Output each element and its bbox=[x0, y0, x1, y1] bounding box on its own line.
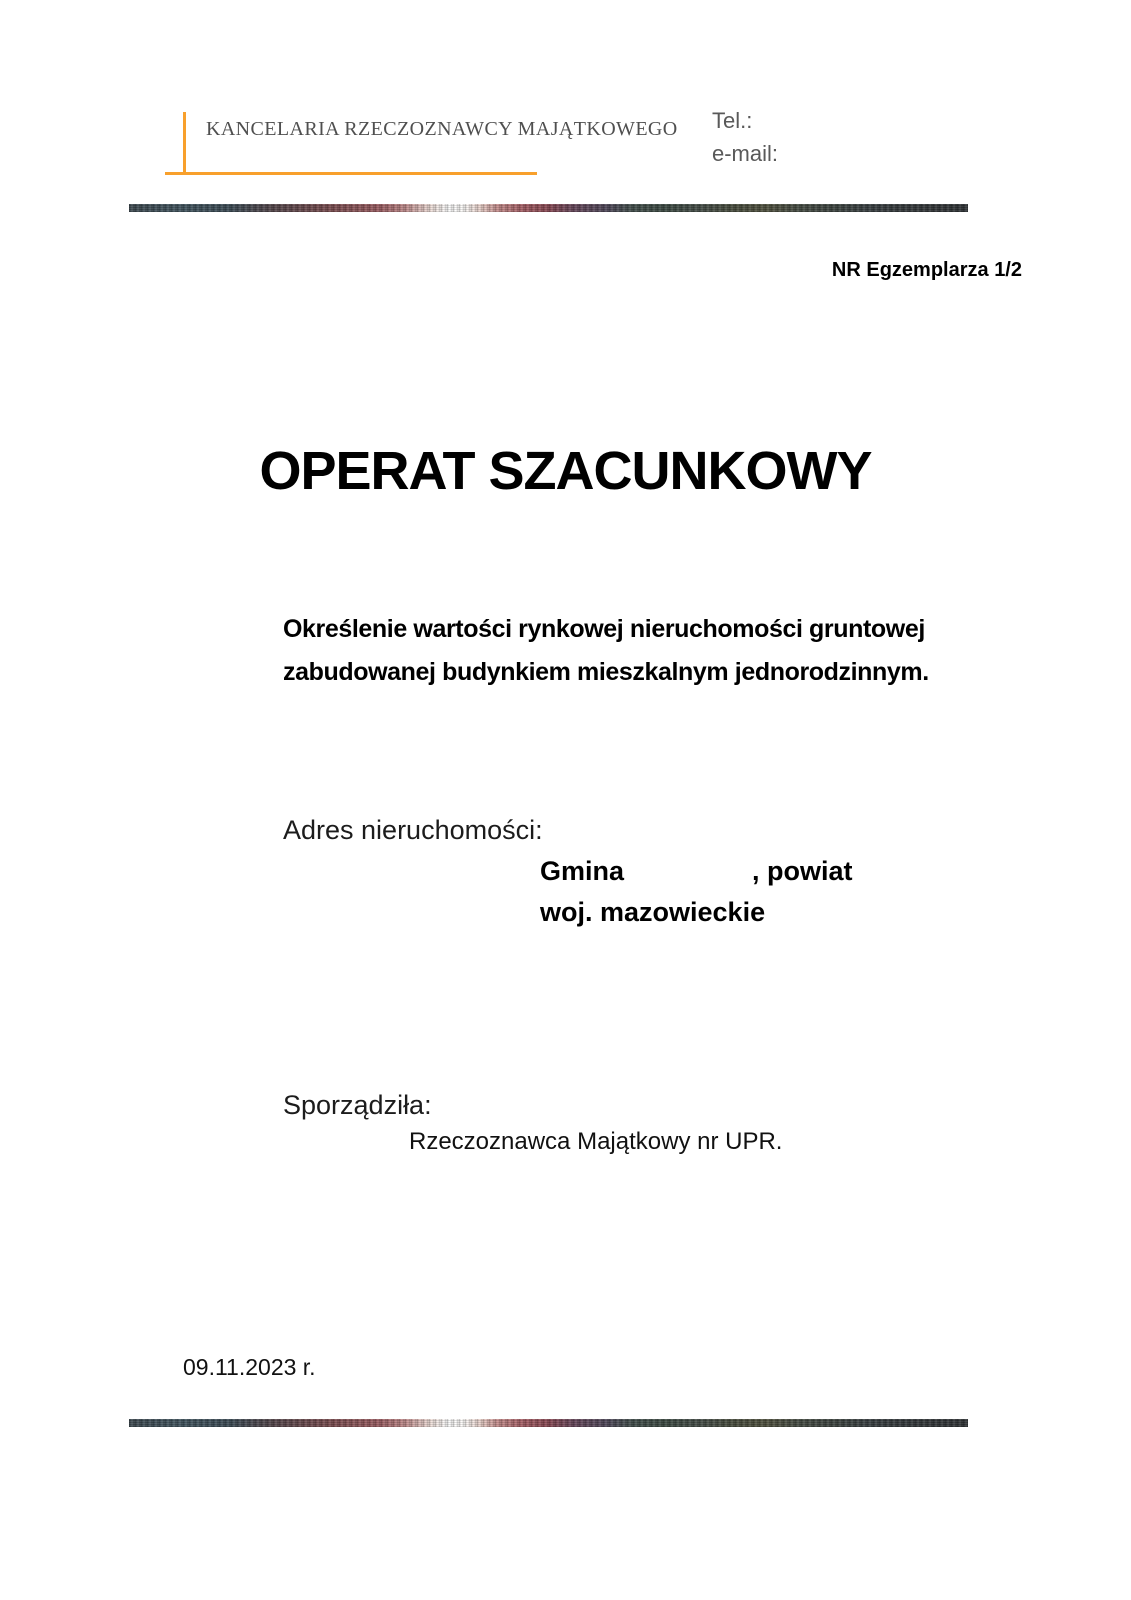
prepared-by-label: Sporządziła: bbox=[283, 1090, 432, 1120]
address-label: Adres nieruchomości: bbox=[283, 815, 543, 845]
address-line-2: woj. mazowieckie bbox=[540, 897, 766, 927]
address-gmina-prefix: Gmina bbox=[540, 856, 625, 886]
page-title: OPERAT SZACUNKOWY bbox=[259, 441, 872, 501]
prepared-by-value: Rzeczoznawca Majątkowy nr UPR. bbox=[409, 1128, 783, 1155]
decorative-divider-bottom bbox=[129, 1419, 968, 1427]
address-line-1 bbox=[540, 851, 853, 892]
address-powiat-suffix: , powiat bbox=[752, 856, 853, 886]
email-label: e-mail: bbox=[712, 141, 779, 166]
decorative-divider-top bbox=[129, 204, 968, 212]
company-name: KANCELARIA RZECZOZNAWCY MAJĄTKOWEGO bbox=[206, 118, 678, 140]
contact-block bbox=[712, 104, 778, 170]
document-subtitle bbox=[283, 608, 929, 694]
subtitle-line-2: zabudowanej budynkiem mieszkalnym jednorodzinnym. bbox=[283, 658, 929, 686]
phone-label: Tel.: bbox=[712, 108, 753, 133]
subtitle-line-1: Określenie wartości rynkowej nieruchomości gruntowej bbox=[283, 615, 925, 643]
logo-accent-horizontal-line bbox=[165, 172, 537, 175]
logo-accent-vertical-line bbox=[183, 112, 186, 174]
document-date: 09.11.2023 r. bbox=[183, 1354, 316, 1380]
copy-number: NR Egzemplarza 1/2 bbox=[831, 259, 1022, 281]
address-value bbox=[540, 851, 853, 933]
